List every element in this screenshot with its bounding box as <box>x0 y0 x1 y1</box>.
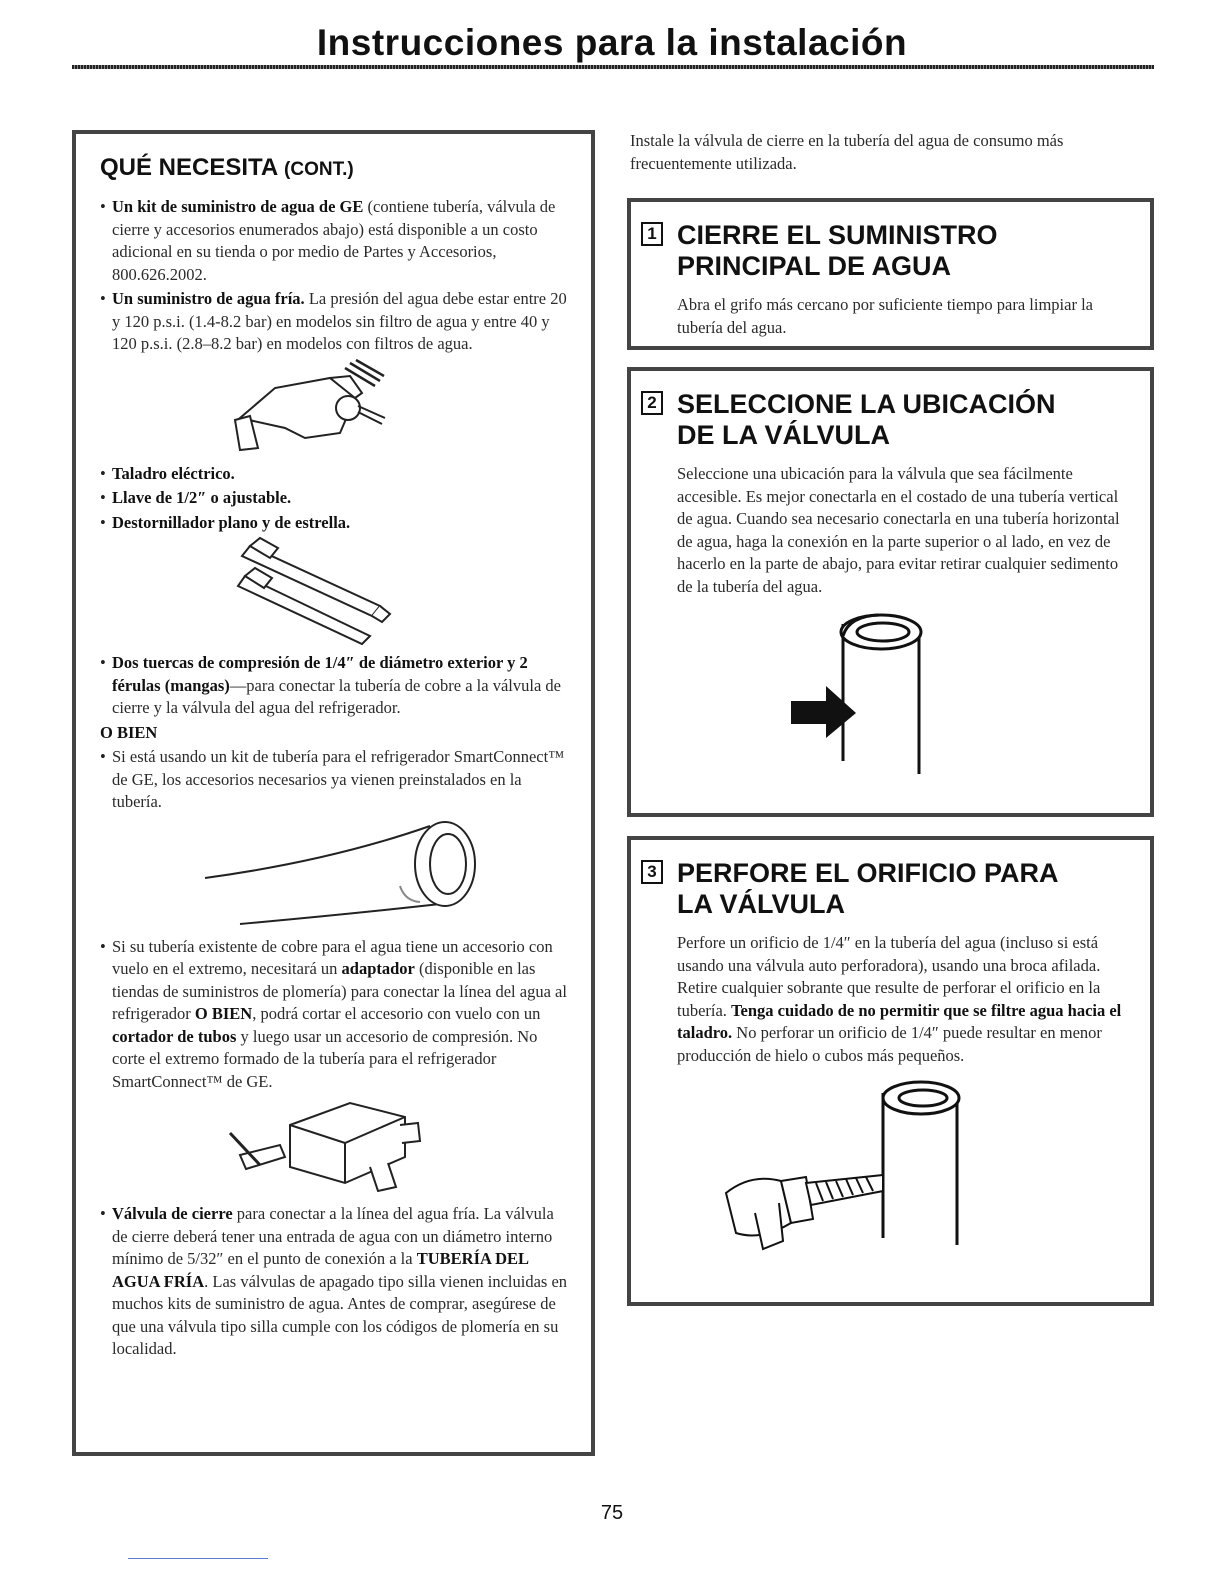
nuts-bold: Dos tuercas de compresión de 1/4″ de diámetro exterior y 2 férulas (mangas) <box>112 653 528 695</box>
step-2-box <box>627 367 1154 817</box>
step-2-body: Seleccione una ubicación para la válvula que sea fácilmente accesible. Es mejor conectarla en el costado de una tubería vertical de agua. Cuando sea necesario conectarla en una tubería horizontal de agua, haga la conexión en la parte superior o al lado, en vez de hacerlo en la parte de abajo, para evitar retirar cualquier sedimento de la tubería del agua. <box>677 464 1120 596</box>
flare-bold-1: adaptador <box>341 959 415 978</box>
step-1-heading-line-1: CIERRE EL SUMINISTRO <box>677 220 998 250</box>
flared-tube-illustration <box>100 816 570 936</box>
title-rule <box>72 65 1154 69</box>
que-necesita-box <box>72 130 595 1456</box>
step-1-heading <box>631 220 1150 282</box>
arrow-icon <box>791 686 856 738</box>
drilling-pipe-illustration <box>631 1073 1150 1258</box>
list-item <box>100 746 569 814</box>
page-title: Instrucciones para la instalación <box>316 22 908 63</box>
flare-bold-2: O BIEN <box>194 1004 253 1023</box>
or-label: O BIEN <box>100 722 158 742</box>
step-3-box <box>627 836 1154 1306</box>
compression-nuts-illustration <box>100 536 570 646</box>
step-3-heading-line-2: LA VÁLVULA <box>677 889 845 919</box>
item-bold: Un kit de suministro de agua de GE <box>112 197 364 216</box>
nuts-text: —para conectar la tubería de cobre a la válvula de cierre y la válvula del agua del refrigerador. <box>112 675 561 717</box>
tool-wrench: Llave de 1/2″ o ajustable. <box>112 488 292 507</box>
flare-text-4: y luego usar un accesorio de compresión. No corte el extremo formado de la tubería para el refrigerador SmartConnect™ de GE. <box>112 1026 538 1091</box>
step-2-heading <box>631 389 1150 451</box>
item-bold: Un suministro de agua fría. <box>112 289 305 308</box>
footer-rule <box>128 1558 268 1559</box>
step-2-heading-line-2: DE LA VÁLVULA <box>677 420 890 450</box>
step-3-heading-line-1: PERFORE EL ORIFICIO PARA <box>677 858 1059 888</box>
list-item <box>100 1203 569 1361</box>
step-1-box <box>627 198 1154 350</box>
list-item <box>100 936 569 1094</box>
flare-bold-3: cortador de tubos <box>112 1026 237 1046</box>
page-number: 75 <box>600 1502 624 1524</box>
step-2-number: 2 <box>641 391 663 415</box>
vertical-pipe-illustration <box>631 606 1150 781</box>
shutoff-valve-illustration <box>100 1095 570 1195</box>
step-3-number: 3 <box>641 860 663 884</box>
list-item <box>100 512 569 535</box>
step-3-body <box>631 932 1150 1067</box>
step-3-heading <box>631 858 1150 920</box>
valve-bold-2: TUBERÍA DEL AGUA FRÍA <box>112 1249 529 1291</box>
que-necesita-heading <box>100 154 569 182</box>
valve-bold: Válvula de cierre <box>112 1204 233 1223</box>
step-2-heading-line-1: SELECCIONE LA UBICACIÓN <box>677 389 1056 419</box>
drill-illustration <box>100 358 570 463</box>
step-3-body-text-2: No perforar un orificio de 1/4″ puede resultar en menor producción de hielo o cubos más pequeños. <box>677 1023 1102 1065</box>
step-1-body: Abra el grifo más cercano por suficiente tiempo para limpiar la tubería del agua. <box>677 295 1093 337</box>
list-item <box>100 288 569 356</box>
step-3-body-text-1: Perfore un orificio de 1/4″ en la tubería del agua (incluso si está usando una válvula auto perforadora), usando una broca afilada. Retire cualquier sobrante que resulte de perforar el orificio en la tubería. <box>677 933 1101 1020</box>
flare-text-3: , podrá cortar el accesorio con vuelo con un <box>252 1004 541 1023</box>
heading-suffix: (CONT.) <box>284 159 354 180</box>
heading-text: QUÉ NECESITA <box>100 154 278 181</box>
tool-drill: Taladro eléctrico. <box>112 463 235 483</box>
valve-text-1: para conectar a la línea del agua fría. La válvula de cierre deberá tener una entrada de agua con un diámetro interno mínimo de 5/32″ en el punto de conexión a la <box>112 1204 554 1268</box>
step-1-number: 1 <box>641 222 663 246</box>
list-item <box>100 487 569 510</box>
smartconnect-text: Si está usando un kit de tubería para el refrigerador SmartConnect™ de GE, los accesorios necesarios ya vienen preinstalados en la tubería. <box>112 747 565 811</box>
intro-text: Instale la válvula de cierre en la tubería del agua de consumo más frecuentemente utilizada. <box>630 131 1064 173</box>
flare-text-2: (disponible en las tiendas de suministros de plomería) para conectar la línea del agua al refrigerador <box>112 959 567 1023</box>
flare-text-1: Si su tubería existente de cobre para el agua tiene un accesorio con vuelo en el extremo, necesitará un <box>112 936 553 978</box>
valve-text-2: . Las válvulas de apagado tipo silla vienen incluidas en muchos kits de suministro de agua. Antes de comprar, asegúrese de que una válvula tipo silla cumple con los códigos de plomería en su localidad. <box>112 1271 568 1358</box>
item-text: (contiene tubería, válvula de cierre y accesorios enumerados abajo) está disponible a un costo adicional en su tienda o por medio de Partes y Accesorios, 800.626.2002. <box>112 197 556 284</box>
step-1-heading-line-2: PRINCIPAL DE AGUA <box>677 251 952 281</box>
tool-screwdriver: Destornillador plano y de estrella. <box>112 512 351 532</box>
list-item <box>100 652 569 720</box>
list-item <box>100 196 569 286</box>
item-text: La presión del agua debe estar entre 20 y 120 p.s.i. (1.4-8.2 bar) en modelos sin filtro de agua y entre 40 y 120 p.s.i. (2.8–8.2 bar) en modelos con filtros de agua. <box>112 289 567 353</box>
step-3-body-bold: Tenga cuidado de no permitir que se filtre agua hacia el taladro. <box>677 1000 1122 1042</box>
list-item <box>100 463 569 486</box>
